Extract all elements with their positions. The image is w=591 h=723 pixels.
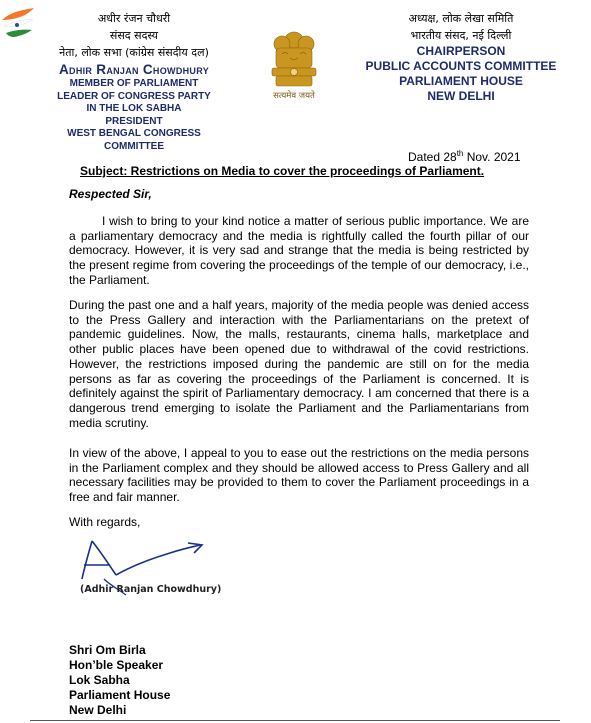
addressee-line: Lok Sabha xyxy=(69,673,130,687)
letter-date: Dated 28th Nov. 2021 xyxy=(408,149,521,164)
hindi-member: संसद सदस्य xyxy=(109,29,159,42)
sender-title-5: WEST BENGAL CONGRESS COMMITTEE xyxy=(67,128,201,152)
emblem-motto: सत्यमेव जयते xyxy=(273,91,315,101)
sender-title-2: LEADER OF CONGRESS PARTY xyxy=(57,90,211,102)
footer-divider xyxy=(30,720,560,721)
sender-title-1: MEMBER OF PARLIAMENT xyxy=(69,78,199,89)
handwritten-signature xyxy=(70,535,230,615)
congress-flag-logo xyxy=(0,6,40,44)
sender-title-4: PRESIDENT xyxy=(105,115,163,127)
left-letterhead xyxy=(36,10,232,153)
hindi-role: नेता, लोक सभा (कांग्रेस संसदीय दल) xyxy=(59,46,209,59)
addressee-block xyxy=(69,643,170,718)
letter-subject: Subject: Restrictions on Media to cover the proceedings of Parliament. xyxy=(80,164,485,178)
sender-title-3: IN THE LOK SABHA xyxy=(86,103,182,114)
addressee-line: Shri Om Birla xyxy=(69,643,146,657)
body-paragraph-3: In view of the above, I appeal to you to ease out the restrictions on the media persons in the Parliament complex and they should be allowed access to Press Gallery and all necessary facilities may be provided to them to cover the Parliament proceedings in a free and fair manner. xyxy=(69,446,529,505)
hindi-chair-place: भारतीय संसद, नई दिल्ली xyxy=(410,29,512,42)
closing: With regards, xyxy=(69,515,141,529)
hindi-chair-title: अध्यक्ष, लोक लेखा समिति xyxy=(408,12,514,25)
chair-title-1: CHAIRPERSON xyxy=(416,44,506,58)
sender-name: Adhir Ranjan Chowdhury xyxy=(58,62,209,77)
body-paragraph-1: I wish to bring to your kind notice a matter of serious public importance. We are a parliamentary democracy and the media is rightfully called the fourth pillar of our democracy. However, it is very sad and strange that the media is being restricted by the present regime from covering the proceedings of the temple of our democracy, i.e., the Parliament. xyxy=(69,214,529,287)
signature-caption: (Adhir Ranjan Chowdhury) xyxy=(80,584,222,595)
right-letterhead xyxy=(360,10,562,104)
addressee-line: Parliament House xyxy=(69,688,171,702)
chair-title-3: PARLIAMENT HOUSE xyxy=(399,74,523,88)
chair-title-2: PUBLIC ACCOUNTS COMMITTEE xyxy=(365,59,557,73)
addressee-line: New Delhi xyxy=(69,703,127,717)
addressee-line: Hon’ble Speaker xyxy=(69,658,164,672)
chair-title-4: NEW DELHI xyxy=(427,89,495,103)
hindi-name: अधीर रंजन चौधरी xyxy=(97,12,171,25)
salutation: Respected Sir, xyxy=(69,187,152,201)
body-paragraph-2: During the past one and a half years, majority of the media people was denied access to the Press Gallery and interaction with the Parliamentarians on the pretext of pandemic guidelines. Now, the malls, restaurants, cinema halls, marketplace and other public places have been opened due to withdrawal of the covid restrictions. However, the restrictions imposed during the pandemic are still on for the media persons as far as covering the proceedings of the Parliament is concerned. It is definitely against the spirit of Parliamentary democracy. I am concerned that there is a dangerous trend emerging to isolate the Parliament and the Parliamentarians from media scrutiny. xyxy=(69,298,529,430)
